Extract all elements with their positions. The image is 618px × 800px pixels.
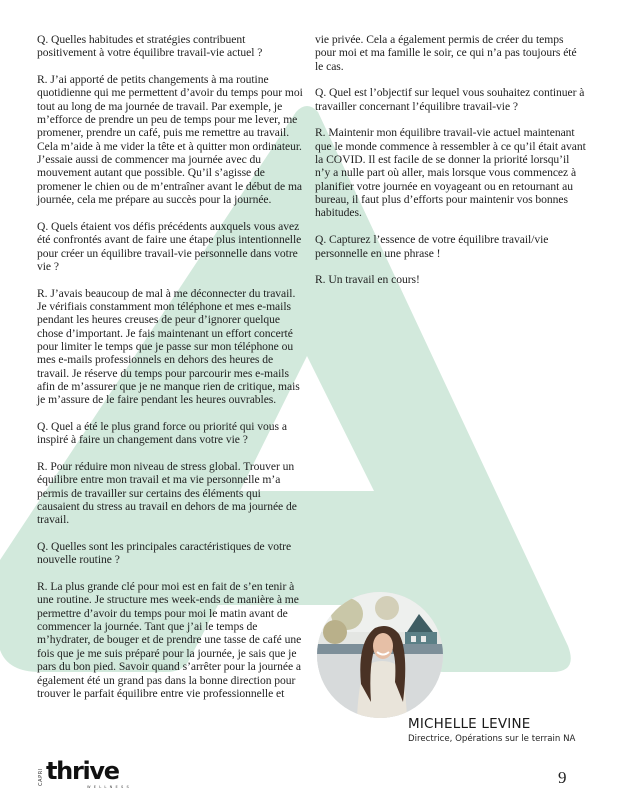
portrait-photo-icon bbox=[317, 592, 443, 718]
answer-text: R. Pour réduire mon niveau de stress global. Trouver un équilibre entre mon travail et ma vie personnelle m’a permis de travailler sur certains des éléments qui causaient du stress au travail en dehors de ma journée de travail. bbox=[37, 460, 297, 527]
answer-text: R. Un travail en cours! bbox=[315, 273, 420, 287]
person-title: Directrice, Opérations sur le terrain NA bbox=[408, 734, 576, 744]
question-text: Q. Quels étaient vos défis précédents auxquels vous avez été confrontés avant de faire une étape plus intentionnelle pour créer un équilibre travail-vie personnelle dans votre vie ? bbox=[37, 219, 302, 273]
answer-text: R. J’ai apporté de petits changements à ma routine quotidienne qui me permettent d’avoir du temps pour moi tout au long de ma journée de travail. Par exemple, je m’efforce de prendre un peu de temps pour me lever, me promener, prendre un café, puis me remettre au travail. Cela m’aide à me vider la tête et à quitter mon ordinateur. J’essaie aussi de commencer ma journée avec du mouvement autant que possible. Qu’il s’agisse de promener le chien ou de m’entraîner avant le début de ma journée, cela me prépare au succès pour la journée. bbox=[37, 73, 303, 207]
article-column-right bbox=[315, 33, 587, 300]
answer-text: R. Maintenir mon équilibre travail-vie actuel maintenant que le monde commence à ressembler à ce qu’il était avant la COVID. Il est facile de se donner la priorité lorsqu’il n’y a nulle part où aller, mais lorsque vous commencez à planifier votre journée en voyageant ou en retournant au bureau, il faut plus d’efforts pour maintenir vos bonnes habitudes. bbox=[315, 126, 586, 220]
question-text: Q. Quel a été le plus grand force ou priorité qui vous a inspiré à faire un changement dans votre vie ? bbox=[37, 419, 287, 447]
question-text: Q. Quelles sont les principales caractéristiques de votre nouvelle routine ? bbox=[37, 540, 292, 567]
article-column-left bbox=[37, 33, 305, 714]
question-text: Q. Capturez l’essence de votre équilibre travail/vie personnelle en une phrase ! bbox=[315, 233, 549, 260]
question-text: Q. Quel est l’objectif sur lequel vous souhaitez continuer à travailler concernant l’équilibre travail-vie ? bbox=[315, 86, 585, 113]
logo-capri-text: CAPRI bbox=[38, 768, 44, 786]
logo-wellness-text: WELLNESS bbox=[87, 785, 132, 789]
page-number: 9 bbox=[558, 768, 567, 787]
person-name: MICHELLE LEVINE bbox=[408, 716, 531, 732]
question-text: Q. Quelles habitudes et stratégies contribuent positivement à votre équilibre travail-vie actuel ? bbox=[37, 33, 263, 60]
answer-continued-text: vie privée. Cela a également permis de créer du temps pour moi et ma famille le soir, ce qui n’a pas toujours été le cas. bbox=[315, 33, 577, 73]
answer-text: R. La plus grande clé pour moi est en fait de s’en tenir à une routine. Je structure mes week-ends de manière à me permettre d’avoir du temps pour moi le matin avant de commencer la journée. Tant que j’ai le temps de m’hydrater, de bouger et de prendre une tasse de café une fois que je me suis préparé pour la journée, je sais que je pars du bon pied. Savoir quand s’arrêter pour la journée a également été un grand pas dans la bonne direction pour trouver le parfait équilibre entre vie professionnelle et bbox=[37, 580, 302, 700]
logo-thrive-text: thrive bbox=[46, 757, 119, 785]
profile-photo bbox=[317, 592, 443, 718]
answer-text: R. J’avais beaucoup de mal à me déconnecter du travail. Je vérifiais constamment mon téléphone et mes e-mails pendant les heures creuses de peur d’ignorer quelque chose d’important. Je fais maintenant un effort concerté pour limiter le temps que je passe sur mon téléphone ou mes e-mails professionnels en dehors des heures de travail. Je réserve du temps pour parcourir mes e-mails afin de m’assurer que je ne manque rien de critique, mais je m’assure de le faire pendant les heures ouvrables. bbox=[37, 286, 300, 407]
